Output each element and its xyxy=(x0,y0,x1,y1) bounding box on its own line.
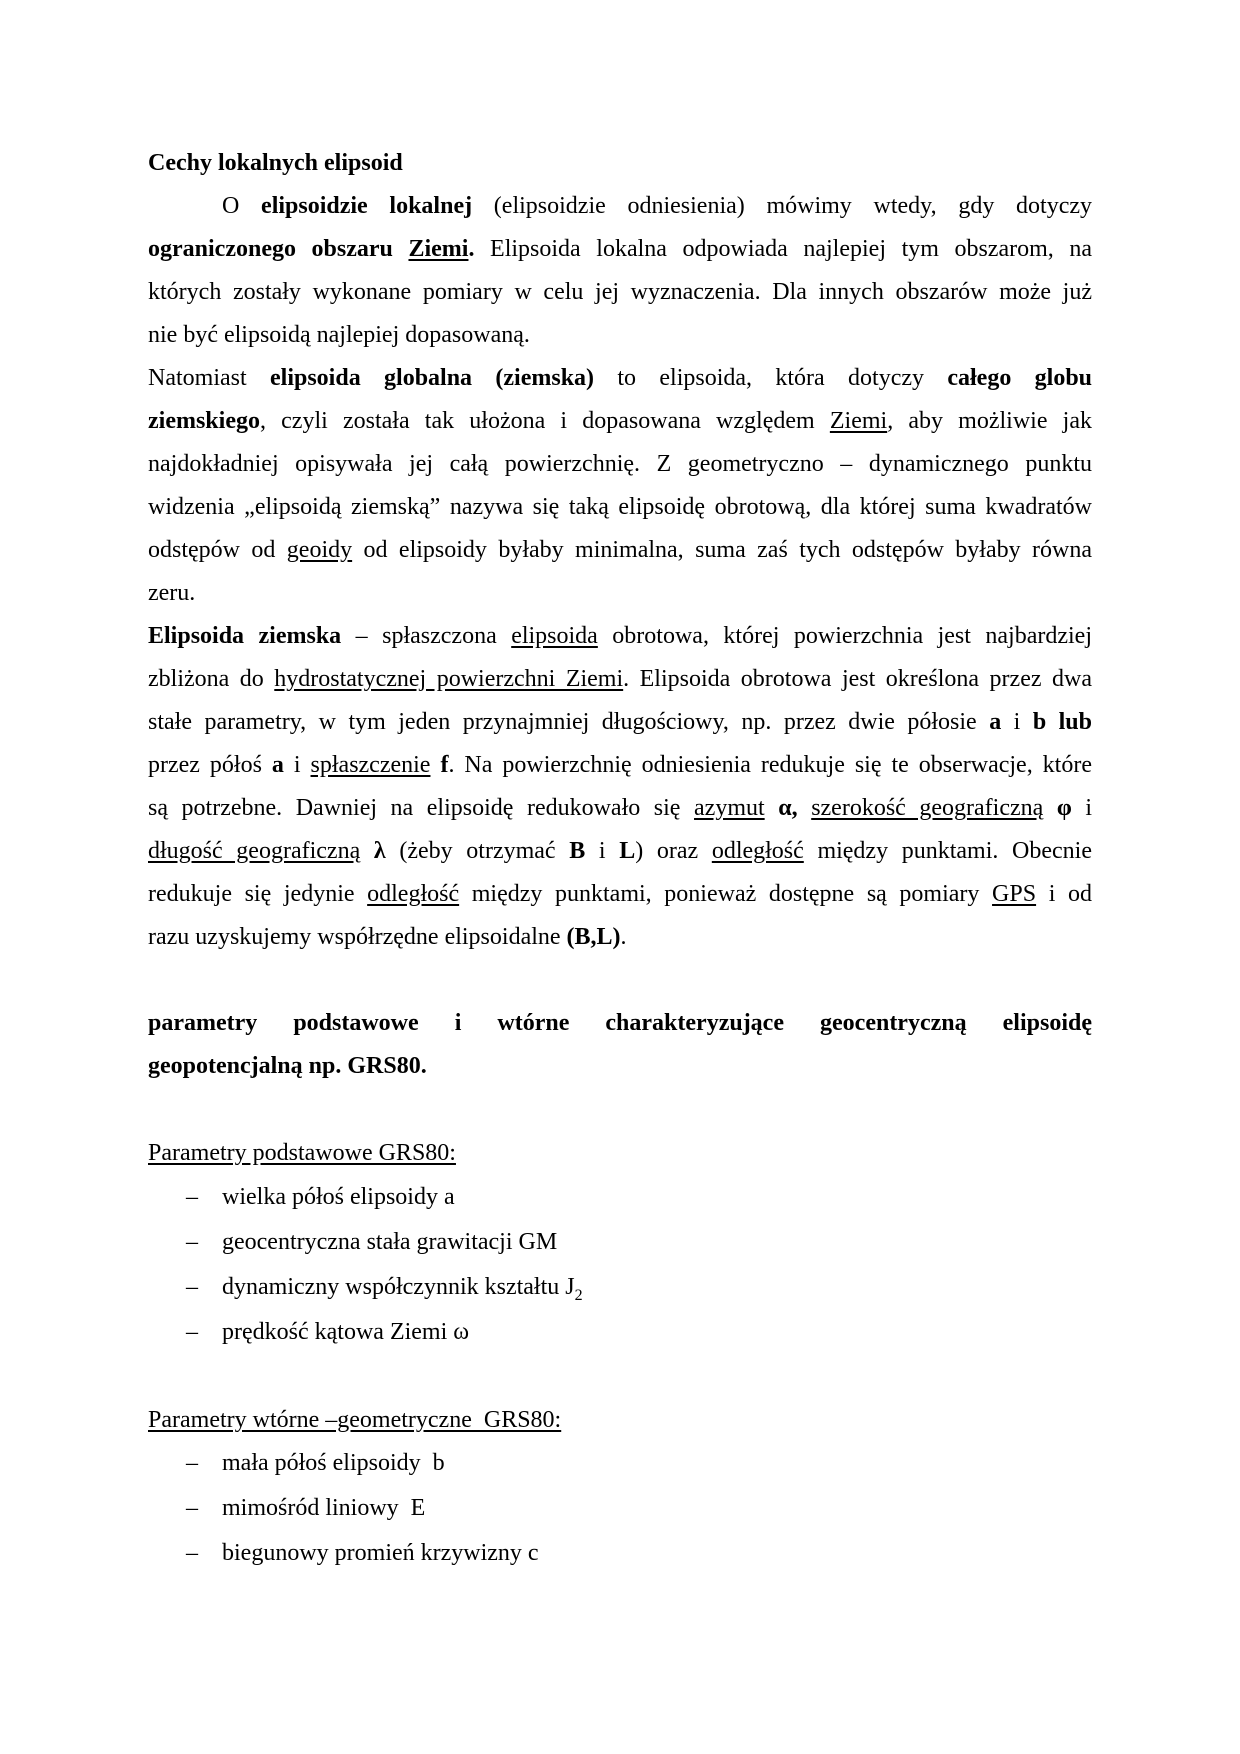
bold-term: ograniczonego obszaru xyxy=(148,236,409,262)
text-line xyxy=(148,271,1092,314)
bold-term: f xyxy=(440,752,449,778)
text-run xyxy=(1043,795,1057,821)
list-item-label: dynamiczny współczynnik kształtu J xyxy=(222,1274,575,1300)
text-run: ) oraz xyxy=(635,838,712,864)
bold-term: (B,L) xyxy=(566,924,621,950)
list-item-text: mała półoś elipsoidy b xyxy=(222,1450,445,1476)
bold-term: . xyxy=(468,236,475,262)
dash-bullet: – xyxy=(186,1274,198,1300)
dash-bullet: – xyxy=(186,1184,198,1210)
paragraph-local-ellipsoid xyxy=(148,185,1092,357)
text-line xyxy=(148,228,1092,271)
text-line xyxy=(148,744,1092,787)
text-run: i xyxy=(1071,795,1093,821)
text-run: – spłaszczona xyxy=(341,623,512,649)
text-run: Elipsoida lokalna odpowiada najlepiej tym obszarom, na xyxy=(474,236,1093,262)
paragraph-global-ellipsoid xyxy=(148,357,1092,615)
underlined-term: spłaszczenie xyxy=(310,752,431,778)
derived-parameters-heading: Parametry wtórne –geometryczne GRS80: xyxy=(148,1407,562,1433)
text-run: i od xyxy=(1036,881,1092,907)
dash-bullet: – xyxy=(186,1319,198,1345)
underlined-term: hydrostatycznej powierzchni Ziemi xyxy=(274,666,624,692)
text-run: najdokładniej opisywała jej całą powierzchnię. Z geometryczno – dynamicznego punktu xyxy=(148,451,1092,477)
text-run xyxy=(360,838,374,864)
dash-bullet: – xyxy=(186,1450,198,1476)
text-line xyxy=(148,529,1092,572)
bold-term: geopotencjalną np. GRS80. xyxy=(148,1053,427,1079)
text-line xyxy=(148,615,1092,658)
text-run: i xyxy=(585,838,620,864)
text-line xyxy=(148,1002,1092,1045)
text-run: O xyxy=(222,193,262,219)
text-run: odstępów od xyxy=(148,537,287,563)
section-heading-grs80 xyxy=(148,1002,1092,1088)
list-item-text: geocentryczna stała grawitacji GM xyxy=(222,1229,558,1255)
text-line xyxy=(148,1045,1092,1088)
text-run: , czyli została tak ułożona i dopasowana względem xyxy=(259,408,830,434)
underlined-term: GPS xyxy=(992,881,1037,907)
underlined-term: azymut xyxy=(694,795,765,821)
bold-term: a xyxy=(271,752,284,778)
subscript: 2 xyxy=(574,1286,583,1304)
text-run: . Na powierzchnię odniesienia redukuje się te obserwacje, które xyxy=(448,752,1092,778)
bold-term: ziemskiego xyxy=(148,408,260,434)
bold-term: φ xyxy=(1056,795,1072,821)
bold-term: a xyxy=(989,709,1002,735)
text-run: . Elipsoida obrotowa jest określona przez dwa xyxy=(623,666,1092,692)
underlined-term: odległość xyxy=(711,838,804,864)
bold-term: λ xyxy=(373,838,386,864)
text-run: stałe parametry, w tym jeden przynajmniej długościowy, np. przez dwie półosie xyxy=(148,709,990,735)
text-run: (elipsoidzie odniesienia) mówimy wtedy, gdy dotyczy xyxy=(472,193,1092,219)
bold-term: całego globu xyxy=(947,365,1093,391)
text-run xyxy=(765,795,779,821)
text-line xyxy=(148,443,1092,486)
text-run: i xyxy=(283,752,311,778)
dash-bullet: – xyxy=(186,1540,198,1566)
text-line xyxy=(148,701,1092,744)
dash-bullet: – xyxy=(186,1229,198,1255)
text-line xyxy=(148,185,1092,228)
underlined-term: geoidy xyxy=(286,537,353,563)
text-line xyxy=(148,400,1092,443)
list-item-text: wielka półoś elipsoidy a xyxy=(222,1184,455,1210)
list-item-text: mimośród liniowy E xyxy=(222,1495,426,1521)
text-run: obrotowa, której powierzchnia jest najbardziej xyxy=(597,623,1093,649)
text-run: zeru. xyxy=(148,580,196,606)
text-run xyxy=(430,752,440,778)
underlined-term: Ziemi xyxy=(408,236,469,262)
text-line xyxy=(148,486,1092,529)
text-line xyxy=(148,658,1092,701)
text-run: między punktami. Obecnie xyxy=(803,838,1092,864)
bold-term: b xyxy=(1032,709,1047,735)
document-title: Cechy lokalnych elipsoid xyxy=(148,150,403,176)
basic-parameters-heading: Parametry podstawowe GRS80: xyxy=(148,1140,456,1166)
underlined-term: szerokość geograficzną xyxy=(811,795,1044,821)
text-run: razu uzyskujemy współrzędne elipsoidalne xyxy=(148,924,567,950)
text-run: Natomiast xyxy=(148,365,270,391)
text-line xyxy=(148,314,1092,357)
text-line xyxy=(148,916,1092,959)
text-run: zbliżona do xyxy=(148,666,275,692)
text-run: których zostały wykonane pomiary w celu jej wyznaczenia. Dla innych obszarów może już xyxy=(148,279,1092,305)
text-run: nie być elipsoidą najlepiej dopasowaną. xyxy=(148,322,530,348)
text-run: przez półoś xyxy=(148,752,272,778)
text-line xyxy=(148,830,1092,873)
bold-term: L xyxy=(619,838,636,864)
text-run: widzenia „elipsoidą ziemską” nazywa się taką elipsoidę obrotową, dla której suma kwadratów xyxy=(148,494,1092,520)
list-item-text: biegunowy promień krzywizny c xyxy=(222,1540,539,1566)
bold-term: parametry podstawowe i wtórne charakteryzujące geocentryczną elipsoidę xyxy=(148,1010,1092,1036)
text-run: (żeby otrzymać xyxy=(385,838,570,864)
text-line xyxy=(148,873,1092,916)
text-run: od elipsoidy byłaby minimalna, suma zaś tych odstępów byłaby równa xyxy=(352,537,1092,563)
text-run: to elipsoida, która dotyczy xyxy=(594,365,948,391)
text-run: , aby możliwie jak xyxy=(887,408,1092,434)
text-run xyxy=(798,795,812,821)
dash-bullet: – xyxy=(186,1495,198,1521)
bold-term: elipsoidzie lokalnej xyxy=(261,193,473,219)
text-run: są potrzebne. Dawniej na elipsoidę redukowało się xyxy=(148,795,695,821)
bold-term: Elipsoida ziemska xyxy=(148,623,342,649)
text-run: . xyxy=(620,924,627,950)
bold-term: B xyxy=(569,838,586,864)
bold-term: lub xyxy=(1046,709,1093,735)
text-run: i xyxy=(1001,709,1033,735)
list-item-text: prędkość kątowa Ziemi ω xyxy=(222,1319,470,1345)
text-line xyxy=(148,787,1092,830)
text-line xyxy=(148,357,1092,400)
underlined-term: elipsoida xyxy=(511,623,598,649)
underlined-term: Ziemi xyxy=(829,408,888,434)
underlined-term: długość geograficzną xyxy=(148,838,361,864)
underlined-term: odległość xyxy=(367,881,460,907)
bold-term: elipsoida globalna (ziemska) xyxy=(270,365,595,391)
paragraph-earth-ellipsoid xyxy=(148,615,1092,959)
text-line xyxy=(148,572,1092,615)
text-run: redukuje się jedynie xyxy=(148,881,368,907)
bold-term: α, xyxy=(778,795,798,821)
text-run: między punktami, ponieważ dostępne są pomiary xyxy=(459,881,993,907)
